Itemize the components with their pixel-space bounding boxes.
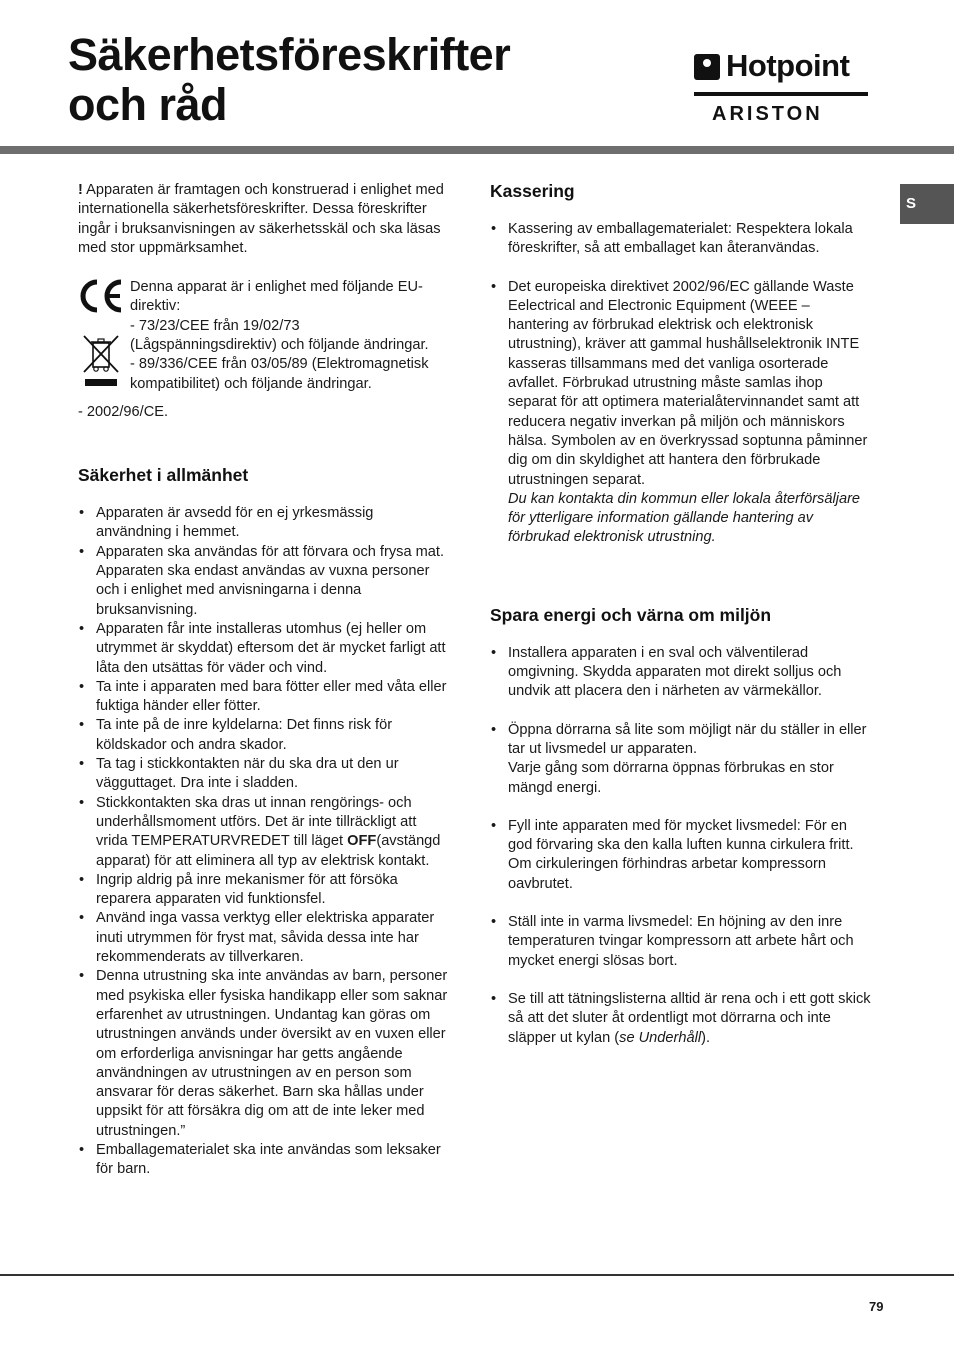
list-item: • Kassering av emballagematerialet: Respektera lokala föreskrifter, så att emballaget kan återanvändas. <box>490 220 874 259</box>
list-item: • Installera apparaten i en sval och välventilerad omgivning. Skydda apparaten mot direkt solljus och undvik att placera den i närheten av värmekällor. <box>490 644 874 702</box>
list-item: • Ställ inte in varma livsmedel: En höjning av den inre temperaturen tvingar kompressorn att arbete hårt och mycket energi slösas bort. <box>490 913 874 971</box>
bin-underline-bar <box>85 379 117 386</box>
list-item: • Ta tag i stickkontakten när du ska dra ut den ur vägguttaget. Dra inte i sladden. <box>78 755 450 794</box>
certification-block <box>78 278 450 421</box>
language-tab: S <box>900 184 954 224</box>
list-item <box>490 721 874 798</box>
cert-line: - 73/23/CEE från 19/02/73 (Lågspänningsdirektiv) och följande ändringar. <box>130 317 429 354</box>
off-label: OFF <box>347 833 377 850</box>
item-text: • Det europeiska direktivet 2002/96/EC gällande Waste Eelectrical and Electronic Equipment (WEEE – hantering av förbrukad elektrisk och elektronisk utrustning), kräver att gammal hushållselektronik INTE kasseras tillsammans med det vanliga osorterade avfallet. Förbrukad utrustning måste samlas ihop separat för att optimera materialåtervinnandet samt att reducera negativ inverkan på miljön och människors hälsa. Symbolen av en överkryssad soptunna påminner dig om din skyldighet att hantera den förbrukade utrustningen separat. <box>508 278 868 488</box>
page-title <box>68 30 510 130</box>
item-text: Se till att tätningslisterna alltid är rena och i ett gott skick så att det sluter åt ordentligt mot dörrarna och inte släpper ut kylan ( <box>508 990 871 1046</box>
footer-rule <box>0 1274 954 1276</box>
crossed-bin-icon <box>82 334 120 374</box>
item-text: (avstängd apparat) för att eliminera all typ av elektrisk kontakt. <box>96 833 441 869</box>
logo-hotpoint-text: Hotpoint <box>726 48 850 83</box>
item-text: • Öppna dörrarna så lite som möjligt när du ställer in eller tar ut livsmedel ur apparaten. <box>508 721 867 757</box>
energy-heading: Spara energi och värna om miljön <box>490 604 772 625</box>
list-item: • Denna utrustning ska inte användas av barn, personer med psykiska eller fysiska handikapp eller som saknar erfarenhet av utrustningen. Undantag kan göras om utrustningen används under översikt av en vuxen eller om erforderliga anvisningar har getts angående användningen av utrustningen av en person som ansvarar för deras säkerhet. Barn ska hållas under uppsikt för att försäkra dig om att de inte leker med utrustningen.” <box>78 967 450 1141</box>
title-line-1: Säkerhetsföreskrifter <box>68 29 511 80</box>
list-item: • Emballagematerialet ska inte användas som leksaker för barn. <box>78 1141 450 1180</box>
cert-line: - 89/336/CEE från 03/05/89 (Elektromagnetisk kompatibilitet) och följande ändringar. <box>130 356 429 392</box>
ce-mark-icon <box>78 278 126 314</box>
item-text: ). <box>701 1029 710 1046</box>
title-line-2: och råd <box>68 79 228 130</box>
header-rule <box>0 146 954 154</box>
item-text: Varje gång som dörrarna öppnas förbrukas en stor mängd energi. <box>508 760 834 796</box>
logo-divider <box>694 92 868 96</box>
logo-ariston-text: ARISTON <box>712 103 823 125</box>
hotpoint-logo-icon <box>694 54 720 80</box>
list-item: • Ta inte i apparaten med bara fötter eller med våta eller fuktiga händer eller fötter. <box>78 678 450 717</box>
safety-heading: Säkerhet i allmänhet <box>78 465 249 486</box>
disposal-heading: Kassering <box>490 181 575 201</box>
item-italic-ref: se Underhåll <box>619 1029 702 1046</box>
energy-list <box>490 644 874 1048</box>
item-text: Stickkontakten ska dras ut innan rengörings- och underhållsmoment utförs. Det är inte tillräckligt att vrida TEMPERATURVREDET till läget <box>96 794 417 850</box>
certification-text <box>130 278 450 394</box>
intro-text: Apparaten är framtagen och konstruerad i enlighet med internationella säkerhetsföreskrifter. Dessa föreskrifter ingår i bruksanvisningen av säkerhetsskäl och ska läsas med stor uppmärksamhet. <box>78 182 444 256</box>
list-item <box>490 278 874 548</box>
left-column <box>78 181 450 1180</box>
list-item <box>78 794 450 871</box>
page-number: 79 <box>869 1299 884 1314</box>
warning-mark: ! <box>78 182 83 198</box>
list-item: • Använd inga vassa verktyg eller elektriska apparater inuti utrymmen för fryst mat, såvida dessa inte har rekommenderats av tillverkaren. <box>78 909 450 967</box>
list-item: • Apparaten är avsedd för en ej yrkesmässig användning i hemmet. <box>78 504 450 543</box>
list-item: • Ta inte på de inre kyldelarna: Det finns risk för köldskador och andra skador. <box>78 716 450 755</box>
cert-line: Denna apparat är i enlighet med följande EU-direktiv: <box>130 279 423 315</box>
list-item <box>490 990 874 1048</box>
list-item: • Apparaten får inte installeras utomhus (ej heller om utrymmet är skyddat) eftersom det är mycket farligt att låta den utsättas för väder och vind. <box>78 620 450 678</box>
list-item: • Apparaten ska användas för att förvara och frysa mat. Apparaten ska endast användas av vuxna personer och i enlighet med anvisningarna i denna bruksanvisning. <box>78 543 450 620</box>
list-item: • Fyll inte apparaten med för mycket livsmedel: För en god förvaring ska den kalla luften kunna cirkulera fritt. Om cirkuleringen förhindras arbetar kompressorn oavbrutet. <box>490 817 874 894</box>
safety-list <box>78 504 450 1179</box>
cert-line-last: - 2002/96/CE. <box>78 404 169 421</box>
item-italic-note: Du kan kontakta din kommun eller lokala återförsäljare för ytterligare information gällande hantering av förbrukad elektronisk utrustning. <box>508 490 861 546</box>
intro-paragraph <box>78 181 450 258</box>
right-column <box>490 180 874 1048</box>
disposal-list <box>490 220 874 548</box>
list-item: • Ingrip aldrig på inre mekanismer för att försöka reparera apparaten vid funktionsfel. <box>78 871 450 910</box>
hotpoint-ariston-logo <box>694 48 868 125</box>
